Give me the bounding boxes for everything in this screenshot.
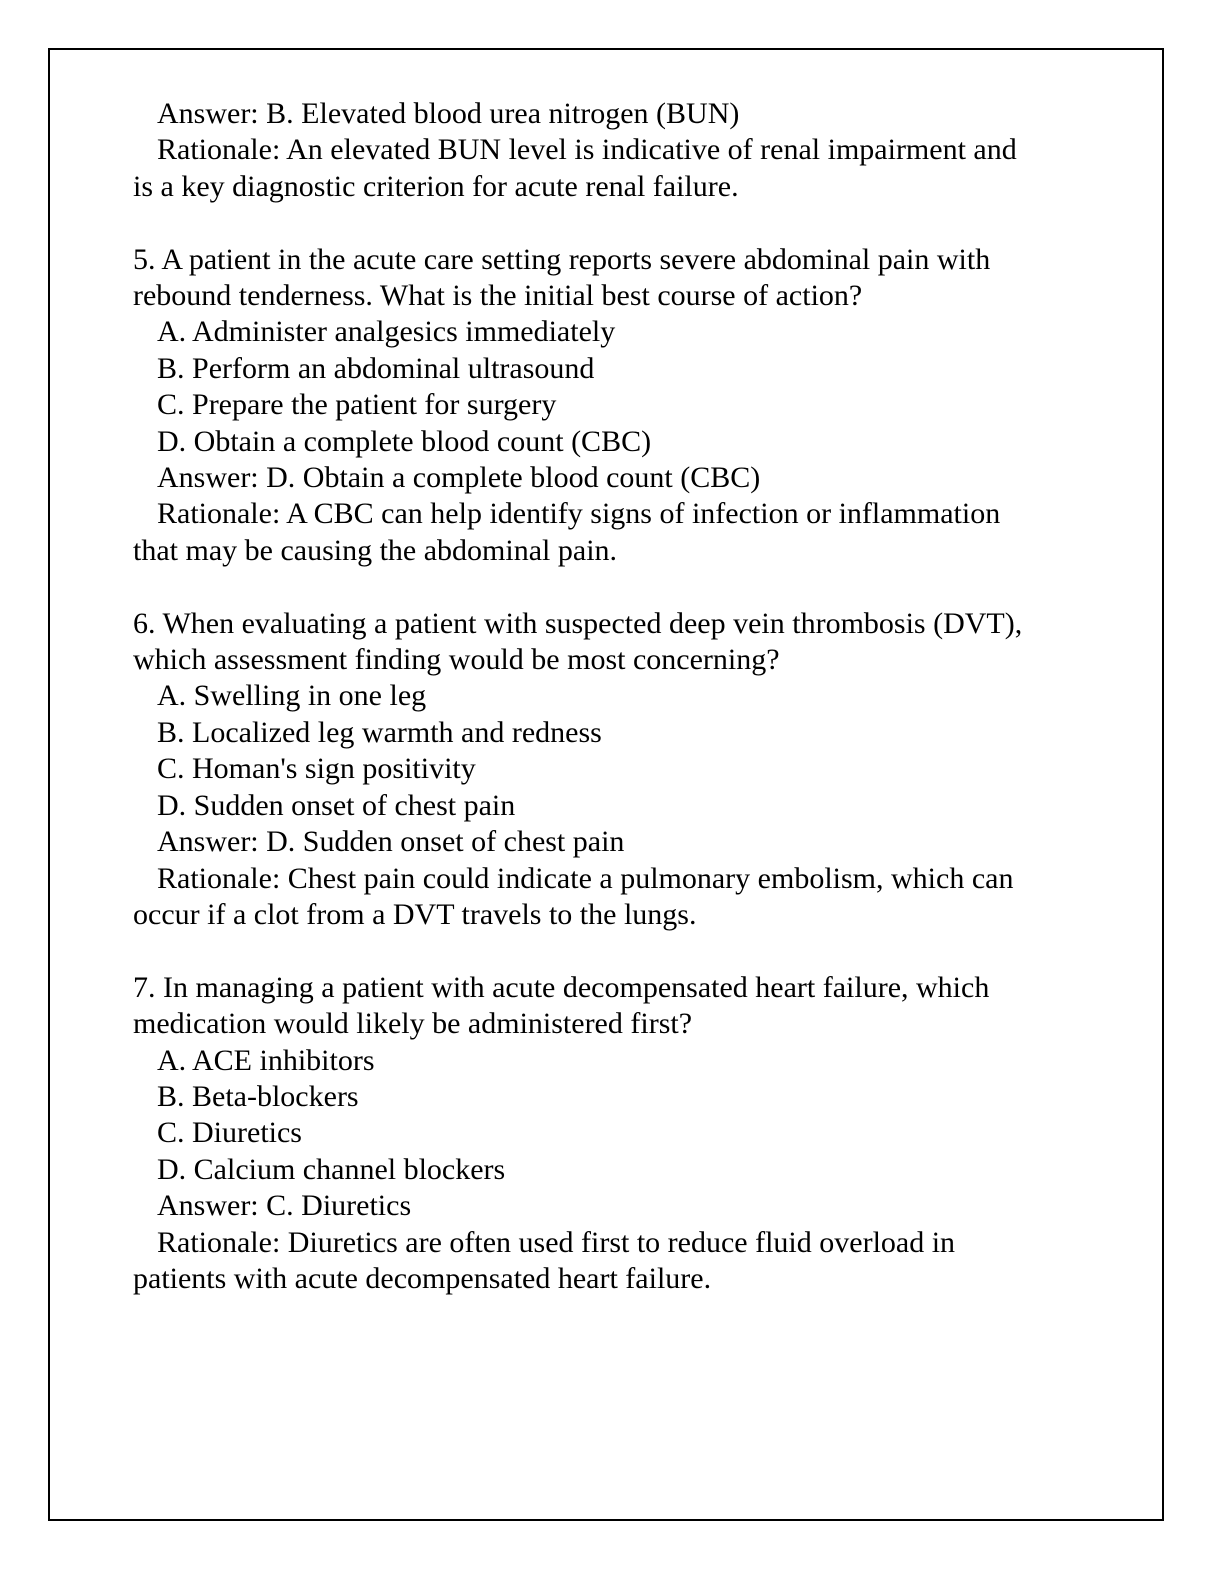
question-6: [133, 606, 1093, 934]
option-d: D. Sudden onset of chest pain: [157, 788, 516, 822]
answer-line: Answer: D. Obtain a complete blood count (CBC): [157, 461, 761, 495]
rationale-line: occur if a clot from a DVT travels to the lungs.: [133, 897, 697, 931]
question-stem: medication would likely be administered first?: [133, 1007, 693, 1041]
rationale-line: Rationale: Chest pain could indicate a pulmonary embolism, which can: [157, 861, 1014, 895]
spacer: [133, 569, 1093, 605]
document-body: [133, 96, 1093, 1297]
option-c: C. Homan's sign positivity: [157, 752, 476, 786]
rationale-line: Rationale: Diuretics are often used first to reduce fluid overload in: [157, 1225, 956, 1259]
question-stem: 6. When evaluating a patient with suspected deep vein thrombosis (DVT),: [133, 606, 1023, 640]
option-a: A. Swelling in one leg: [157, 679, 427, 713]
answer-line: Answer: C. Diuretics: [157, 1189, 412, 1223]
answer-line: Answer: D. Sudden onset of chest pain: [157, 825, 625, 859]
previous-question-answer-block: [133, 96, 1093, 205]
option-d: D. Calcium channel blockers: [157, 1152, 506, 1186]
option-b: B. Beta-blockers: [157, 1079, 359, 1113]
question-stem: rebound tenderness. What is the initial best course of action?: [133, 279, 863, 313]
option-b: B. Localized leg warmth and redness: [157, 715, 602, 749]
answer-line: Answer: B. Elevated blood urea nitrogen (BUN): [157, 97, 740, 130]
option-b: B. Perform an abdominal ultrasound: [157, 351, 595, 385]
rationale-line: that may be causing the abdominal pain.: [133, 533, 618, 567]
question-5: [133, 242, 1093, 570]
rationale-line: is a key diagnostic criterion for acute renal failure.: [133, 169, 739, 203]
spacer: [133, 205, 1093, 241]
question-stem: 7. In managing a patient with acute decompensated heart failure, which: [133, 970, 990, 1004]
question-7: [133, 970, 1093, 1298]
option-d: D. Obtain a complete blood count (CBC): [157, 424, 652, 458]
rationale-line: patients with acute decompensated heart failure.: [133, 1261, 712, 1295]
option-c: C. Prepare the patient for surgery: [157, 388, 557, 422]
option-a: A. Administer analgesics immediately: [157, 315, 616, 349]
rationale-line: Rationale: An elevated BUN level is indicative of renal impairment and: [157, 133, 1017, 167]
question-stem: 5. A patient in the acute care setting reports severe abdominal pain with: [133, 242, 991, 276]
option-a: A. ACE inhibitors: [157, 1043, 375, 1077]
spacer: [133, 933, 1093, 969]
question-stem: which assessment finding would be most concerning?: [133, 643, 780, 677]
rationale-line: Rationale: A CBC can help identify signs of infection or inflammation: [157, 497, 1001, 531]
option-c: C. Diuretics: [157, 1116, 302, 1150]
